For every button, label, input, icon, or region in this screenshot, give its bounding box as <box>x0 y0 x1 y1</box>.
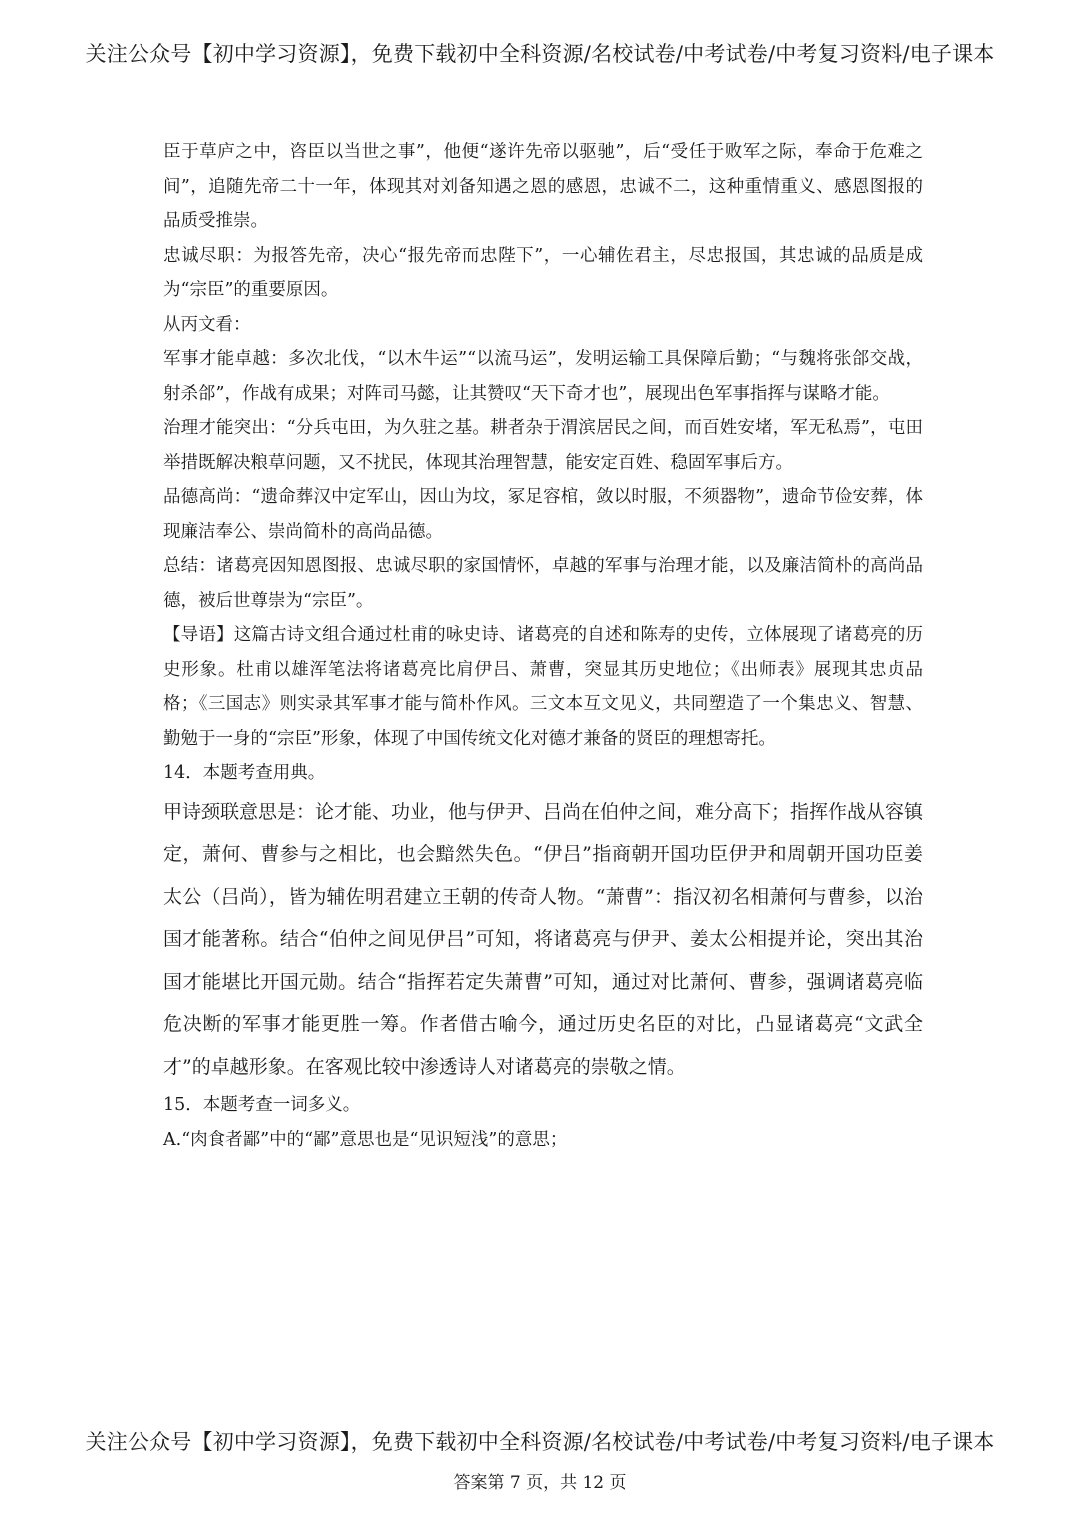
paragraph-9: 14．本题考查用典。 <box>163 763 326 783</box>
paragraph-10: 甲诗颈联意思是：论才能、功业，他与伊尹、吕尚在伯仲之间，难分高下；指挥作战从容镇定，萧何、曹参与之相比，也会黯然失色。“伊吕”指商朝开国功臣伊尹和周朝开国功臣姜太公（吕尚），皆为辅佐明君建立王朝的传奇人物。“萧曹”：指汉初名相萧何与曹参，以治国才能著称。结合“伯仲之间见伊吕”可知，将诸葛亮与伊尹、姜太公相提并论，突出其治国才能堪比开国元勋。结合“指挥若定失萧曹”可知，通过对比萧何、曹参，强调诸葛亮临危决断的军事才能更胜一筹。作者借古喻今，通过历史名臣的对比，凸显诸葛亮“文武全才”的卓越形象。在客观比较中渗透诗人对诸葛亮的崇敬之情。 <box>163 800 924 1078</box>
paragraph-1: 臣于草庐之中，咨臣以当世之事”，他便“遂许先帝以驱驰”，后“受任于败军之际，奉命于危难之间”，追随先帝二十一年，体现其对刘备知遇之恩的感恩，忠诚不二，这种重情重义、感恩图报的品质受推崇。 <box>163 142 923 231</box>
paragraph-3: 从丙文看： <box>163 314 251 335</box>
paragraph-4: 军事才能卓越：多次北伐，“以木牛运”“以流马运”，发明运输工具保障后勤；“与魏将张郃交战，射杀郃”，作战有成果；对阵司马懿，让其赞叹“天下奇才也”，展现出色军事指挥与谋略才能。 <box>163 349 923 404</box>
page-number: 答案第 7 页，共 12 页 <box>453 1473 627 1493</box>
paragraph-5: 治理才能突出：“分兵屯田，为久驻之基。耕者杂于渭滨居民之间，而百姓安堵，军无私焉”，屯田举措既解决粮草问题，又不扰民，体现其治理智慧，能安定百姓、稳固军事后方。 <box>163 418 923 473</box>
paragraph-11: 15．本题考查一词多义。 <box>163 1095 361 1115</box>
paragraph-2: 忠诚尽职：为报答先帝，决心“报先帝而忠陛下”，一心辅佐君主，尽忠报国，其忠诚的品质是成为“宗臣”的重要原因。 <box>163 245 923 300</box>
paragraph-6: 品德高尚：“遗命葬汉中定军山，因山为坟，冢足容棺，敛以时服，不须器物”，遗命节俭安葬，体现廉洁奉公、崇尚简朴的高尚品德。 <box>163 487 923 542</box>
paragraph-7: 总结：诸葛亮因知恩图报、忠诚尽职的家国情怀，卓越的军事与治理才能，以及廉洁简朴的高尚品德，被后世尊崇为“宗臣”。 <box>163 556 923 611</box>
footer-banner: 关注公众号【初中学习资源】，免费下载初中全科资源/名校试卷/中考试卷/中考复习资料/电子课本 <box>85 1430 995 1454</box>
document-body <box>163 135 923 1157</box>
header-banner: 关注公众号【初中学习资源】，免费下载初中全科资源/名校试卷/中考试卷/中考复习资料/电子课本 <box>85 42 995 66</box>
paragraph-12: A.“肉食者鄙”中的“鄙”意思也是“见识短浅”的意思； <box>163 1129 568 1150</box>
paragraph-8: 【导语】这篇古诗文组合通过杜甫的咏史诗、诸葛亮的自述和陈寿的史传，立体展现了诸葛亮的历史形象。杜甫以雄浑笔法将诸葛亮比肩伊吕、萧曹，突显其历史地位；《出师表》展现其忠贞品格；《三国志》则实录其军事才能与简朴作风。三文本互文见义，共同塑造了一个集忠义、智慧、勤勉于一身的“宗臣”形象，体现了中国传统文化对德才兼备的贤臣的理想寄托。 <box>163 625 923 749</box>
